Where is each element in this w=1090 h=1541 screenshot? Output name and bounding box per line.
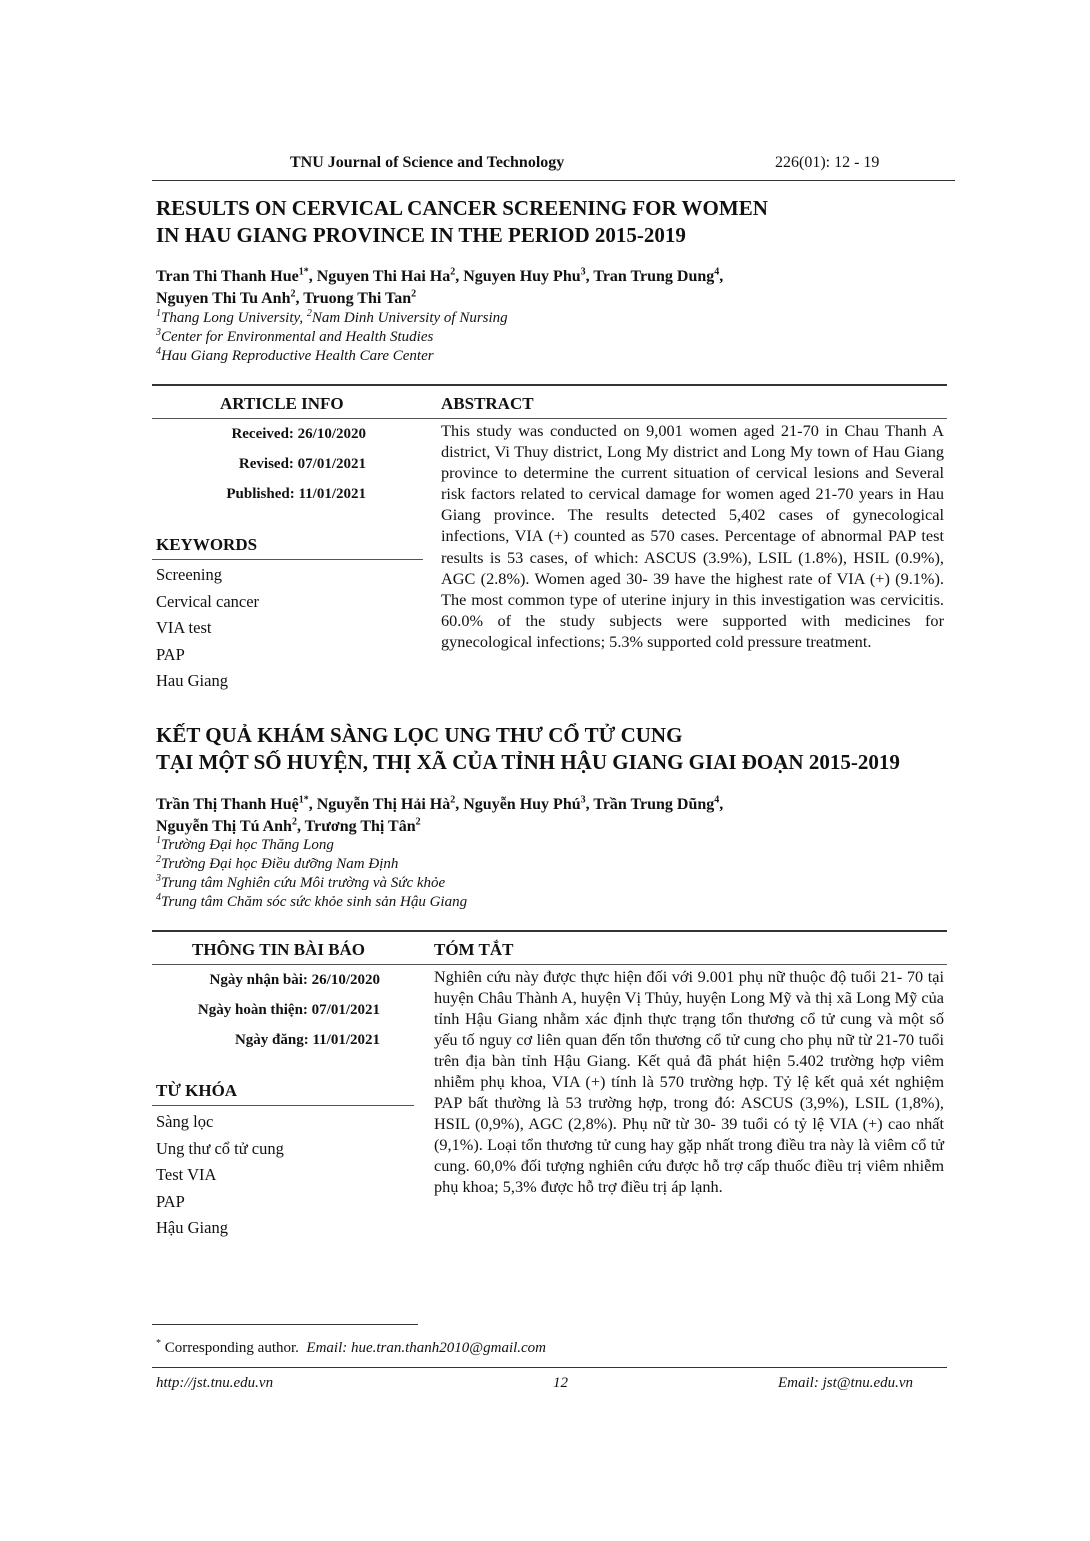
affiliation: $^4$Hau Giang Reproductive Health Care Center bbox=[156, 346, 434, 364]
footnote-rule bbox=[152, 1324, 418, 1325]
issue-pages: 226(01): 12 - 19 bbox=[775, 154, 880, 171]
received-date: Received: 26/10/2020 bbox=[231, 426, 366, 442]
article-dates-en bbox=[190, 419, 366, 509]
keyword-item: Hậu Giang bbox=[156, 1218, 228, 1238]
corresponding-author-note: * Corresponding author. Email: hue.tran.thanh2010@gmail.com bbox=[156, 1338, 547, 1356]
article-info-heading: ARTICLE INFO bbox=[220, 394, 344, 413]
revised-date: Revised: 07/01/2021 bbox=[238, 456, 366, 472]
article-info-heading: THÔNG TIN BÀI BÁO bbox=[192, 940, 366, 959]
abstract-heading: TÓM TẮT bbox=[434, 940, 514, 959]
authors-line: Tran Thi Thanh Hue$^{1*}$, Nguyen Thi Hai Ha$^2$, Nguyen Huy Phu$^3$, Tran Trung Dung$^4$, bbox=[156, 266, 724, 285]
page-number: 12 bbox=[553, 1375, 568, 1391]
header-rule bbox=[152, 180, 955, 181]
journal-name: TNU Journal of Science and Technology bbox=[290, 154, 565, 171]
abstract-heading: ABSTRACT bbox=[441, 394, 534, 413]
article-title-en bbox=[156, 195, 768, 249]
title-line: TẠI MỘT SỐ HUYỆN, THỊ XÃ CỦA TỈNH HẬU GIANG GIAI ĐOẠN 2015-2019 bbox=[156, 750, 900, 774]
footer-rule bbox=[152, 1367, 947, 1368]
title-line: IN HAU GIANG PROVINCE IN THE PERIOD 2015-2019 bbox=[156, 223, 686, 247]
keyword-item: PAP bbox=[156, 644, 185, 664]
article-title-vi bbox=[156, 722, 900, 776]
title-line: RESULTS ON CERVICAL CANCER SCREENING FOR WOMEN bbox=[156, 196, 768, 220]
keyword-item: Hau Giang bbox=[156, 671, 228, 691]
keyword-item: VIA test bbox=[156, 618, 212, 638]
affiliation: $^1$Trường Đại học Thăng Long bbox=[156, 835, 334, 853]
keyword-item: Test VIA bbox=[156, 1165, 217, 1185]
abstract-text-vi: Nghiên cứu này được thực hiện đối với 9.001 phụ nữ thuộc độ tuổi 21- 70 tại huyện Châu Thành A, huyện Vị Thủy, huyện Long Mỹ và thị xã Long Mỹ của tỉnh Hậu Giang nhằm xác định thực trạng tổn thương cổ tử cung và một số yếu tố nguy cơ liên quan đến tổn thương cổ tử cung cho phụ nữ từ 21-70 tuổi trên địa bàn tỉnh Hậu Giang. Kết quả đã phát hiện 5.402 trường hợp viêm nhiễm phụ khoa, VIA (+) tính là 570 trường hợp. Tỷ lệ kết quả xét nghiệm PAP bất thường là 53 trường hợp, trong đó: ASCUS (3,9%), LSIL (1,8%), HSIL (0,9%), AGC (2,8%). Phụ nữ từ 30- 39 tuổi có tỷ lệ VIA (+) cao nhất (9,1%). Loại tổn thương tử cung hay gặp nhất trong điều tra này là viêm cổ tử cung. 60,0% đối tượng nghiên cứu được hỗ trợ cấp thuốc điều trị viêm nhiễm phụ khoa; 5,3% được hỗ trợ điều trị áp lạnh. bbox=[434, 967, 944, 1196]
journal-email-link[interactable]: Email: jst@tnu.edu.vn bbox=[778, 1375, 914, 1391]
article-dates-vi bbox=[160, 965, 380, 1055]
keywords-rule bbox=[152, 1105, 414, 1106]
published-date: Published: 11/01/2021 bbox=[226, 486, 366, 502]
authors-vi bbox=[156, 794, 723, 838]
section-rule-top bbox=[152, 930, 947, 932]
revised-date: Ngày hoàn thiện: 07/01/2021 bbox=[197, 1002, 380, 1018]
section-rule-top bbox=[152, 384, 947, 386]
keyword-item: Screening bbox=[156, 565, 222, 584]
keywords-list-vi bbox=[156, 1109, 284, 1242]
published-date: Ngày đăng: 11/01/2021 bbox=[234, 1032, 380, 1048]
affiliations-en bbox=[156, 309, 508, 366]
keywords-rule bbox=[152, 559, 423, 560]
authors-en bbox=[156, 266, 723, 310]
journal-url-link[interactable]: http://jst.tnu.edu.vn bbox=[156, 1375, 274, 1391]
keyword-item: PAP bbox=[156, 1191, 185, 1211]
keyword-item: Ung thư cổ tử cung bbox=[156, 1138, 284, 1158]
keywords-list-en bbox=[156, 562, 259, 695]
affiliation: $^3$Trung tâm Nghiên cứu Môi trường và Sức khỏe bbox=[156, 873, 446, 891]
received-date: Ngày nhận bài: 26/10/2020 bbox=[209, 972, 380, 988]
keywords-heading: KEYWORDS bbox=[156, 535, 258, 554]
title-line: KẾT QUẢ KHÁM SÀNG LỌC UNG THƯ CỔ TỬ CUNG bbox=[156, 723, 683, 747]
keywords-heading: TỪ KHÓA bbox=[156, 1081, 238, 1100]
keyword-item: Sàng lọc bbox=[156, 1112, 214, 1131]
authors-line: Nguyễn Thị Tú Anh$^2$, Trương Thị Tân$^2$ bbox=[156, 816, 421, 835]
affiliation: $^3$Center for Environmental and Health Studies bbox=[156, 327, 434, 345]
authors-line: Trần Thị Thanh Huệ$^{1*}$, Nguyễn Thị Hải $Hà^2$, Nguyễn Huy Phú$^3$, Trần Trung Dũng$^4$, bbox=[156, 794, 724, 813]
affiliations-vi bbox=[156, 836, 467, 912]
affiliation: $^4$Trung tâm Chăm sóc sức khỏe sinh sản Hậu Giang bbox=[156, 892, 468, 910]
affiliation: $^2$Trường Đại học Điều dưỡng Nam Định bbox=[156, 854, 399, 872]
affiliation: $^1$Thang Long University, $^2$Nam Dinh University of Nursing bbox=[156, 308, 508, 326]
corresponding-email[interactable]: Email: hue.tran.thanh2010@gmail.com bbox=[306, 1340, 547, 1356]
abstract-text-en: This study was conducted on 9,001 women aged 21-70 in Chau Thanh A district, Vi Thuy district, Long My district and Long My town of Hau Giang province to determine the current situation of cervical lesions and Several risk factors related to cervical damage for women aged 21-70 years in Hau Giang province. The results detected 5,402 cases of gynecological infections, VIA (+) counted as 570 cases. Percentage of abnormal PAP test results is 53 cases, of which: ASCUS (3.9%), LSIL (1.8%), HSIL (0.9%), AGC (2.8%). Women aged 30- 39 have the highest rate of VIA (+) (9.1%). The most common type of uterine injury in this investigation was cervicitis. 60.0% of the study subjects were supported with medicines for gynecological infections; 5.3% supported cold pressure treatment. bbox=[441, 421, 944, 651]
authors-line: Nguyen Thi Tu Anh$^2$, Truong Thi Tan$^2$ bbox=[156, 288, 417, 307]
keyword-item: Cervical cancer bbox=[156, 591, 260, 611]
